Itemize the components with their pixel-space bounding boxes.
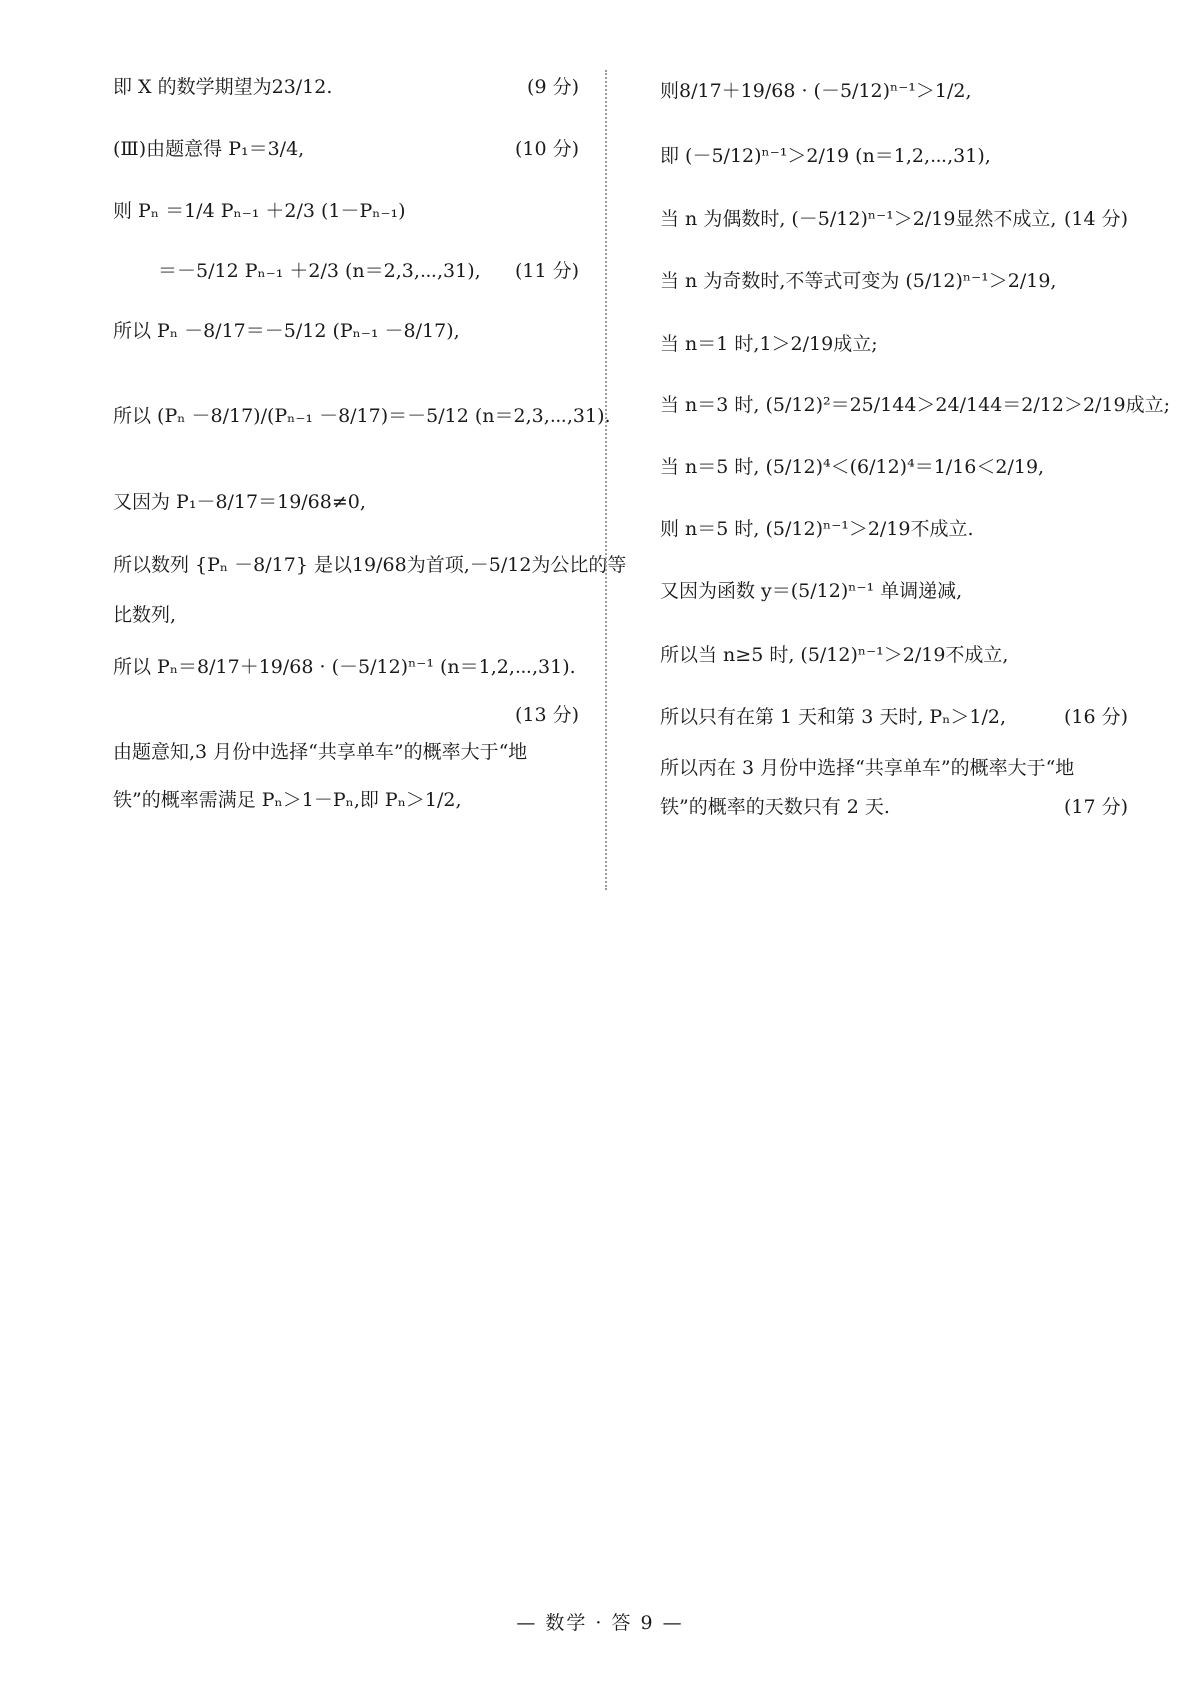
line-text: 由题意知,3 月份中选择“共享单车”的概率大于“地 (113, 741, 528, 763)
line-text: 所以数列 {Pₙ －8/17} 是以19/68为首项,－5/12为公比的等 (113, 554, 627, 576)
line-text: 则 Pₙ ＝1/4 Pₙ₋₁ ＋2/3 (1－Pₙ₋₁) (113, 200, 406, 222)
line-text: (Ⅲ)由题意得 P₁＝3/4, (113, 138, 305, 160)
line-text: 当 n＝5 时, (5/12)⁴＜(6/12)⁴＝1/16＜2/19, (660, 456, 1045, 478)
line-text: 又因为 P₁－8/17＝19/68≠0, (113, 491, 366, 513)
line-text: 所以 Pₙ －8/17＝－5/12 (Pₙ₋₁ －8/17), (113, 320, 460, 342)
line-text: 则8/17＋19/68 · (－5/12)ⁿ⁻¹＞1/2, (660, 80, 972, 102)
line-text: 比数列, (113, 604, 177, 626)
line-text: 当 n＝3 时, (5/12)²＝25/144＞24/144＝2/12＞2/19成立; (660, 394, 1171, 416)
line-text: 所以只有在第 1 天和第 3 天时, Pₙ＞1/2, (660, 706, 1007, 728)
line-text: 即 X 的数学期望为23/12. (113, 76, 333, 98)
points-label: (13 分) (514, 704, 579, 726)
points-label: (9 分) (527, 76, 579, 98)
line-text: 当 n 为偶数时, (－5/12)ⁿ⁻¹＞2/19显然不成立, (660, 208, 1057, 230)
points-label: (17 分) (1063, 796, 1128, 818)
line-text: 则 n＝5 时, (5/12)ⁿ⁻¹＞2/19不成立. (660, 518, 974, 540)
line-text: 所以当 n≥5 时, (5/12)ⁿ⁻¹＞2/19不成立, (660, 644, 1009, 666)
line-text: 所以 (Pₙ －8/17)/(Pₙ₋₁ －8/17)＝－5/12 (n＝2,3,⋯,31). (113, 405, 611, 427)
line-text: 当 n 为奇数时,不等式可变为 (5/12)ⁿ⁻¹＞2/19, (660, 270, 1057, 292)
column-divider (605, 70, 607, 890)
line-text: 当 n＝1 时,1＞2/19成立; (660, 333, 878, 355)
line-text: 又因为函数 y＝(5/12)ⁿ⁻¹ 单调递减, (660, 580, 963, 602)
line-text: 铁”的概率的天数只有 2 天. (660, 796, 890, 818)
line-text: 所以丙在 3 月份中选择“共享单车”的概率大于“地 (660, 757, 1075, 779)
line-text: 铁”的概率需满足 Pₙ＞1－Pₙ,即 Pₙ＞1/2, (113, 789, 462, 811)
points-label: (16 分) (1063, 706, 1128, 728)
points-label: (10 分) (514, 138, 579, 160)
page-footer: — 数学 · 答 9 — (516, 1612, 684, 1634)
line-text: 即 (－5/12)ⁿ⁻¹＞2/19 (n＝1,2,⋯,31), (660, 145, 991, 167)
line-text: ＝－5/12 Pₙ₋₁ ＋2/3 (n＝2,3,⋯,31), (158, 260, 481, 282)
points-label: (14 分) (1063, 208, 1128, 230)
line-text: 所以 Pₙ＝8/17＋19/68 · (－5/12)ⁿ⁻¹ (n＝1,2,⋯,31). (113, 656, 576, 678)
points-label: (11 分) (514, 260, 579, 282)
